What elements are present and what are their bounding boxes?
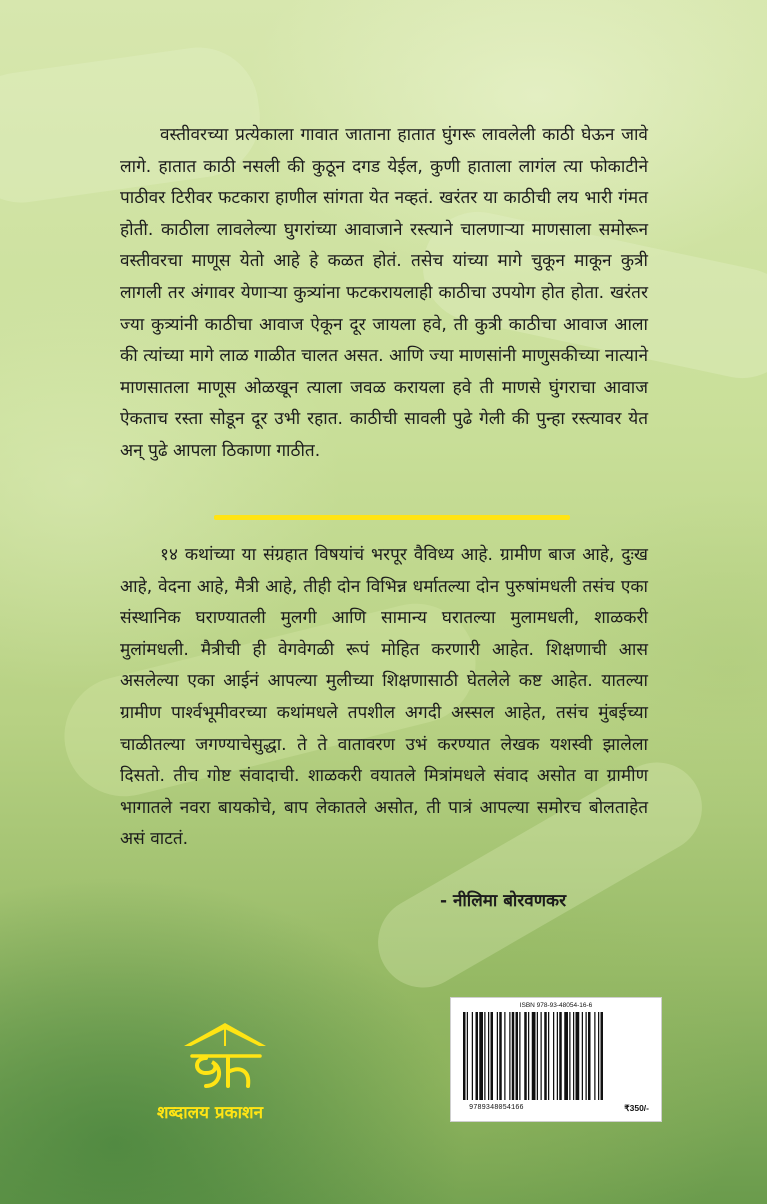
review-author: - नीलिमा बोरवणकर <box>440 891 567 911</box>
barcode-label <box>450 997 662 1122</box>
ean-number: 9789348054166 <box>469 1104 524 1112</box>
publisher-name: शब्दालय प्रकाशन <box>156 1103 264 1123</box>
price-label: ₹350/- <box>624 1103 649 1113</box>
blurb-paragraph-2: १४ कथांच्या या संग्रहात विषयांचं भरपूर वैविध्य आहे. ग्रामीण बाज आहे, दुःख आहे, वेदना आहे, मैत्री आहे, तीही दोन विभिन्न धर्मातल्या दोन पुरुषांमधली तसंच एका संस्थानिक घराण्यातली मुलगी आणि सामान्य घरातल्या मुलामधली, शाळकरी मुलांमधली. मैत्रीची ही वेगवेगळी रूपं मोहित करणारी आहेत. शिक्षणाची आस असलेल्या एका आईनं आपल्या मुलीच्या शिक्षणासाठी घेतलेले कष्ट आहेत. यातल्या ग्रामीण पार्श्वभूमीवरच्या कथांमधले तपशील अगदी अस्सल आहेत, तसंच मुंबईच्या चाळीतल्या जगण्याचेसुद्धा. ते ते वातावरण उभं करण्यात लेखक यशस्वी झालेला दिसतो. तीच गोष्ट संवादाची. शाळकरी वयातले मित्रांमधले संवाद असोत वा ग्रामीण भागातले नवरा बायकोचे, बाप लेकातले असोत, ती पात्रं आपल्या समोरच बोलताहेत असं वाटतं. <box>120 545 648 850</box>
blurb-paragraph-1: वस्तीवरच्या प्रत्येकाला गावात जाताना हातात घुंगरू लावलेली काठी घेऊन जावे लागे. हातात काठी नसली की कुठून दगड येईल, कुणी हाताला लागंल त्या फोकाटीने पाठीवर टिरीवर फटकारा हाणील सांगता येत नव्हतं. खरंतर या काठीची लय भारी गंमत होती. काठीला लावलेल्या घुगरांच्या आवाजाने रस्त्याने चालणाऱ्या माणसाला समोरून वस्तीवरचा माणूस येतो आहे हे कळत होतं. तसेच यांच्या मागे चुकून माकून कुत्री लागली तर अंगावर येणाऱ्या कुत्र्यांना फटकरायलाही काठीचा उपयोग होत होता. खरंतर ज्या कुत्र्यांनी काठीचा आवाज ऐकून दूर जायला हवे, ती कुत्री काठीचा आवाज आला की त्यांच्या मागे लाळ गाळीत चालत असत. आणि ज्या माणसांनी माणुसकीच्या नात्याने माणसातला माणूस ओळखून त्याला जवळ करायला हवे ती माणसे घुंगराचा आवाज ऐकताच रस्ता सोडून दूर उभी रहात. काठीची सावली पुढे गेली की पुन्हा रस्त्यावर येत अन् पुढे आपला ठिकाणा गाठीत. <box>120 125 648 461</box>
isbn-text: ISBN 978-93-48054-16-6 <box>519 1002 593 1009</box>
yellow-divider <box>214 515 570 520</box>
hut-roof-logo-icon <box>180 1020 270 1092</box>
barcode-icon <box>461 1012 651 1102</box>
